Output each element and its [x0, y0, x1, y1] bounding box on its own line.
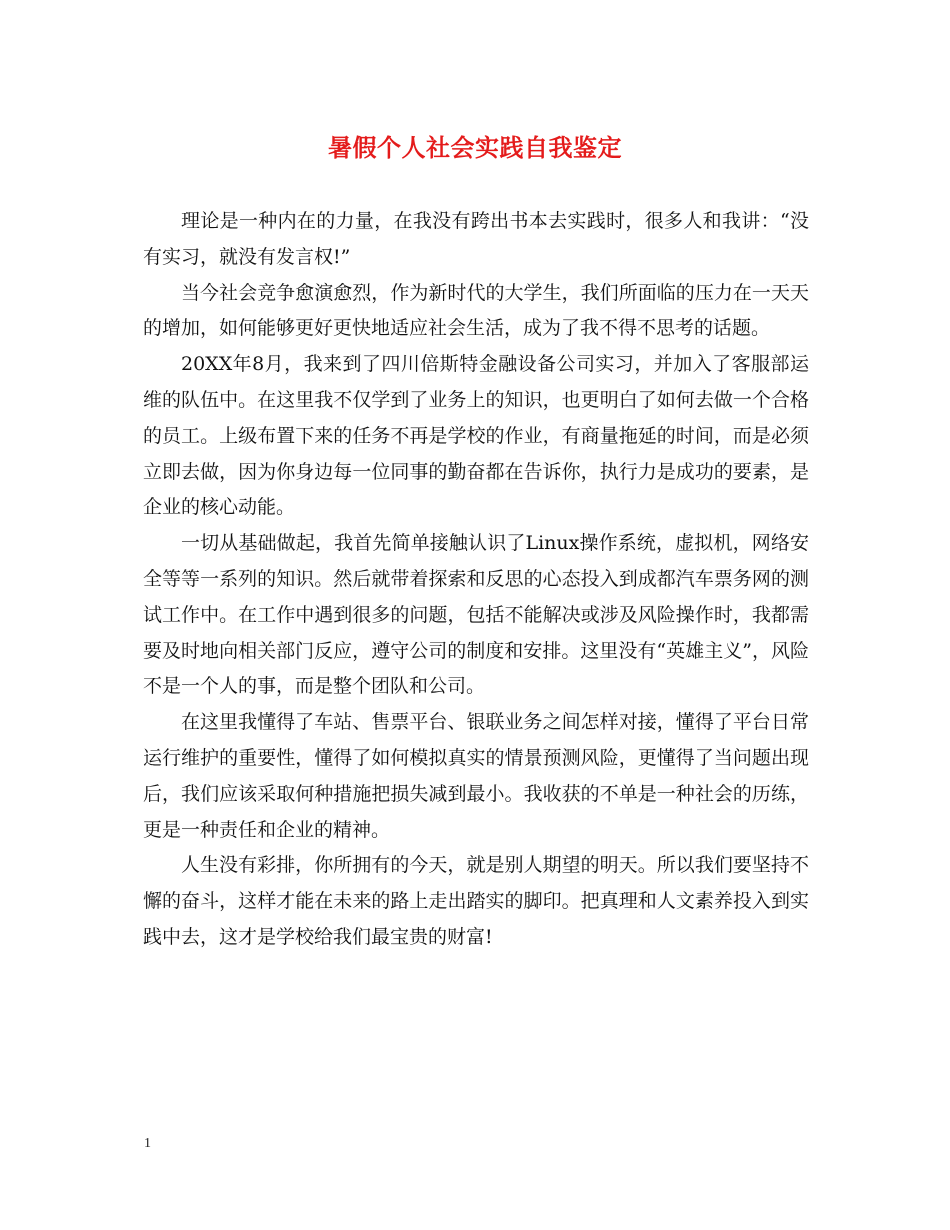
document-title: 暑假个人社会实践自我鉴定	[328, 133, 622, 162]
paragraph-3: 20XX年8月，我来到了四川倍斯特金融设备公司实习，并加入了客服部运维的队伍中。在这里我不仅学到了业务上的知识，也更明白了如何去做一个合格的员工。上级布置下来的任务不再是学校的作业，有商量拖延的时间，而是必须立即去做，因为你身边每一位同事的勤奋都在告诉你，执行力是成功的要素，是企业的核心动能。	[143, 353, 809, 519]
paragraph-4: 一切从基础做起，我首先简单接触认识了Linux操作系统，虚拟机，网络安全等等一系列的知识。然后就带着探索和反思的心态投入到成都汽车票务网的测试工作中。在工作中遇到很多的问题，包括不能解决或涉及风险操作时，我都需要及时地向相关部门反应，遵守公司的制度和安排。这里没有“英雄主义”，风险不是一个人的事，而是整个团队和公司。	[143, 532, 809, 698]
paragraph-5: 在这里我懂得了车站、售票平台、银联业务之间怎样对接，懂得了平台日常运行维护的重要性，懂得了如何模拟真实的情景预测风险，更懂得了当问题出现后，我们应该采取何种措施把损失减到最小。我收获的不单是一种社会的历练，更是一种责任和企业的精神。	[143, 711, 809, 841]
paragraph-1: 理论是一种内在的力量，在我没有跨出书本去实践时，很多人和我讲：“没有实习，就没有发言权!”	[143, 210, 809, 268]
page-number: 1	[144, 1136, 151, 1151]
paragraph-2: 当今社会竞争愈演愈烈，作为新时代的大学生，我们所面临的压力在一天天的增加，如何能够更好更快地适应社会生活，成为了我不得不思考的话题。	[143, 281, 809, 340]
paragraph-6: 人生没有彩排，你所拥有的今天，就是别人期望的明天。所以我们要坚持不懈的奋斗，这样才能在未来的路上走出踏实的脚印。把真理和人文素养投入到实践中去，这才是学校给我们最宝贵的财富!	[143, 854, 809, 948]
document-body	[143, 204, 809, 956]
